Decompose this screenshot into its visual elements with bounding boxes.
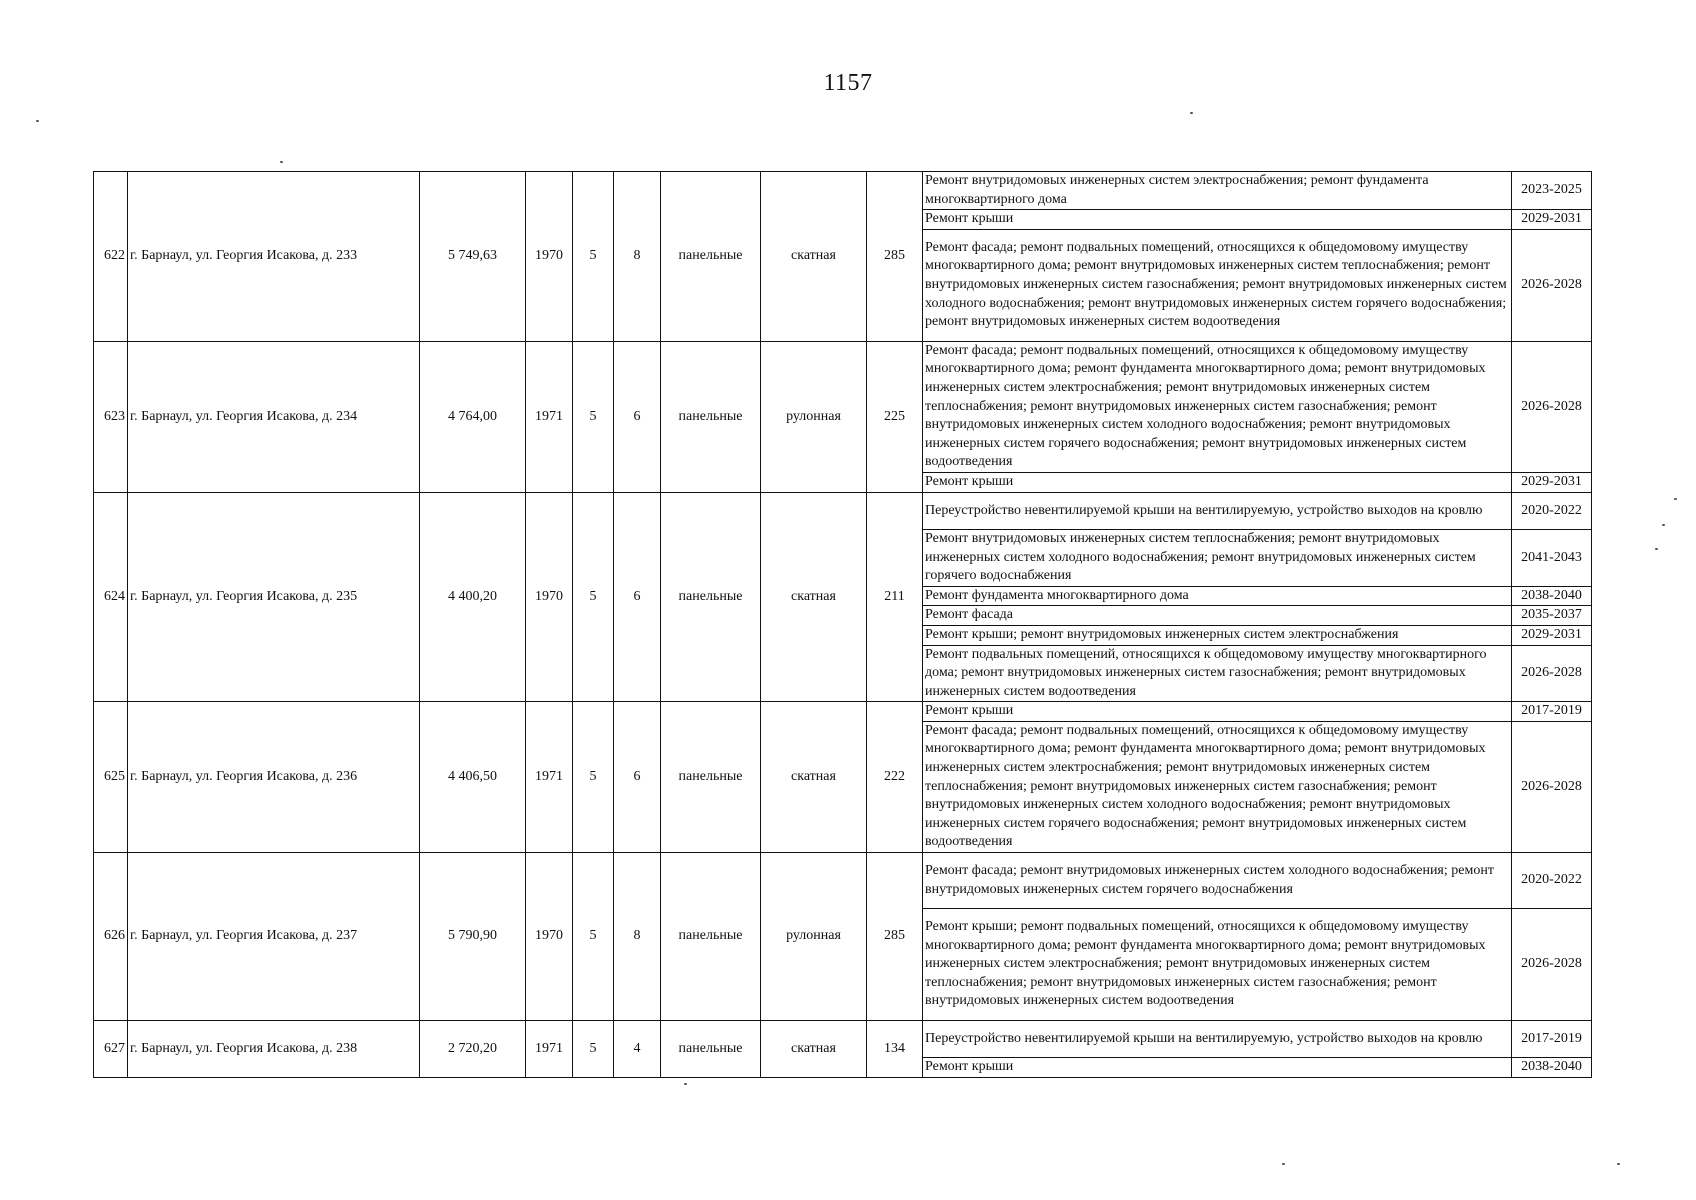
house-year: 1971 bbox=[526, 1021, 573, 1078]
page-number: 1157 bbox=[823, 70, 873, 96]
house-floors: 5 bbox=[573, 341, 614, 492]
house-roof-type: рулонная bbox=[761, 853, 867, 1021]
house-entrances: 6 bbox=[614, 492, 661, 701]
house-number: 627 bbox=[94, 1021, 128, 1078]
work-description: Ремонт крыши bbox=[923, 702, 1512, 722]
work-period: 2038-2040 bbox=[1512, 1058, 1592, 1078]
work-period: 2020-2022 bbox=[1512, 853, 1592, 909]
table-row bbox=[94, 853, 1592, 909]
scan-speck bbox=[1674, 498, 1677, 500]
house-wall-material: панельные bbox=[661, 341, 761, 492]
house-number: 624 bbox=[94, 492, 128, 701]
house-area: 4 406,50 bbox=[420, 702, 526, 853]
work-description: Ремонт внутридомовых инженерных систем электроснабжения; ремонт фундамента многоквартирного дома bbox=[923, 172, 1512, 210]
table-row bbox=[94, 702, 1592, 722]
house-address: г. Барнаул, ул. Георгия Исакова, д. 237 bbox=[128, 853, 420, 1021]
work-period: 2038-2040 bbox=[1512, 586, 1592, 606]
house-year: 1970 bbox=[526, 172, 573, 342]
house-wall-material: панельные bbox=[661, 1021, 761, 1078]
work-period: 2026-2028 bbox=[1512, 229, 1592, 341]
work-description: Ремонт фасада; ремонт подвальных помещений, относящихся к общедомовому имуществу многоквартирного дома; ремонт внутридомовых инженерных систем теплоснабжения; ремонт внутридомовых инженерных систем газоснабжения; ремонт внутридомовых инженерных систем холодного водоснабжения; ремонт внутридомовых инженерных систем горячего водоснабжения; ремонт внутридомовых инженерных систем водоотведения bbox=[923, 229, 1512, 341]
work-period: 2029-2031 bbox=[1512, 472, 1592, 492]
house-year: 1970 bbox=[526, 492, 573, 701]
work-period: 2029-2031 bbox=[1512, 210, 1592, 230]
house-flats: 134 bbox=[867, 1021, 923, 1078]
work-description: Ремонт подвальных помещений, относящихся к общедомовому имуществу многоквартирного дома; ремонт внутридомовых инженерных систем газоснабжения; ремонт внутридомовых инженерных систем водоотведения bbox=[923, 645, 1512, 702]
table-row bbox=[94, 341, 1592, 472]
table-body bbox=[94, 172, 1592, 1078]
work-description: Ремонт крыши bbox=[923, 1058, 1512, 1078]
house-floors: 5 bbox=[573, 1021, 614, 1078]
work-description: Ремонт фундамента многоквартирного дома bbox=[923, 586, 1512, 606]
work-description: Ремонт крыши; ремонт внутридомовых инженерных систем электроснабжения bbox=[923, 625, 1512, 645]
house-roof-type: скатная bbox=[761, 1021, 867, 1078]
house-address: г. Барнаул, ул. Георгия Исакова, д. 233 bbox=[128, 172, 420, 342]
house-entrances: 6 bbox=[614, 341, 661, 492]
work-period: 2041-2043 bbox=[1512, 529, 1592, 586]
house-year: 1971 bbox=[526, 341, 573, 492]
work-period: 2035-2037 bbox=[1512, 606, 1592, 626]
house-address: г. Барнаул, ул. Георгия Исакова, д. 238 bbox=[128, 1021, 420, 1078]
scan-speck bbox=[1617, 1163, 1620, 1165]
work-description: Ремонт крыши; ремонт подвальных помещений, относящихся к общедомовому имуществу многоквартирного дома; ремонт фундамента многоквартирного дома; ремонт внутридомовых инженерных систем электроснабжения; ремонт внутридомовых инженерных систем теплоснабжения; ремонт внутридомовых инженерных систем газоснабжения; ремонт внутридомовых инженерных систем водоотведения bbox=[923, 909, 1512, 1021]
house-entrances: 6 bbox=[614, 702, 661, 853]
work-period: 2029-2031 bbox=[1512, 625, 1592, 645]
work-period: 2017-2019 bbox=[1512, 702, 1592, 722]
house-wall-material: панельные bbox=[661, 172, 761, 342]
table-row bbox=[94, 172, 1592, 210]
house-area: 5 790,90 bbox=[420, 853, 526, 1021]
house-number: 623 bbox=[94, 341, 128, 492]
scan-speck bbox=[1662, 524, 1665, 526]
house-year: 1971 bbox=[526, 702, 573, 853]
work-description: Ремонт крыши bbox=[923, 210, 1512, 230]
house-floors: 5 bbox=[573, 702, 614, 853]
work-period: 2026-2028 bbox=[1512, 645, 1592, 702]
house-entrances: 8 bbox=[614, 853, 661, 1021]
house-number: 622 bbox=[94, 172, 128, 342]
house-wall-material: панельные bbox=[661, 702, 761, 853]
work-description: Ремонт фасада; ремонт подвальных помещений, относящихся к общедомовому имуществу многоквартирного дома; ремонт фундамента многоквартирного дома; ремонт внутридомовых инженерных систем электроснабжения; ремонт внутридомовых инженерных систем теплоснабжения; ремонт внутридомовых инженерных систем газоснабжения; ремонт внутридомовых инженерных систем холодного водоснабжения; ремонт внутридомовых инженерных систем горячего водоснабжения; ремонт внутридомовых инженерных систем водоотведения bbox=[923, 721, 1512, 852]
scan-speck bbox=[1655, 548, 1658, 550]
house-roof-type: рулонная bbox=[761, 341, 867, 492]
house-floors: 5 bbox=[573, 853, 614, 1021]
house-area: 2 720,20 bbox=[420, 1021, 526, 1078]
house-wall-material: панельные bbox=[661, 492, 761, 701]
house-roof-type: скатная bbox=[761, 172, 867, 342]
table-row bbox=[94, 492, 1592, 529]
house-wall-material: панельные bbox=[661, 853, 761, 1021]
house-area: 4 400,20 bbox=[420, 492, 526, 701]
house-flats: 211 bbox=[867, 492, 923, 701]
house-number: 626 bbox=[94, 853, 128, 1021]
work-period: 2020-2022 bbox=[1512, 492, 1592, 529]
work-period: 2026-2028 bbox=[1512, 341, 1592, 472]
table-row bbox=[94, 1021, 1592, 1058]
house-entrances: 4 bbox=[614, 1021, 661, 1078]
work-period: 2023-2025 bbox=[1512, 172, 1592, 210]
capital-repair-table bbox=[93, 171, 1592, 1078]
house-floors: 5 bbox=[573, 492, 614, 701]
house-entrances: 8 bbox=[614, 172, 661, 342]
work-period: 2026-2028 bbox=[1512, 721, 1592, 852]
work-description: Ремонт фасада; ремонт подвальных помещений, относящихся к общедомовому имуществу многоквартирного дома; ремонт фундамента многоквартирного дома; ремонт внутридомовых инженерных систем электроснабжения; ремонт внутридомовых инженерных систем теплоснабжения; ремонт внутридомовых инженерных систем газоснабжения; ремонт внутридомовых инженерных систем холодного водоснабжения; ремонт внутридомовых инженерных систем горячего водоснабжения; ремонт внутридомовых инженерных систем водоотведения bbox=[923, 341, 1512, 472]
scan-speck bbox=[684, 1083, 687, 1085]
house-flats: 225 bbox=[867, 341, 923, 492]
house-area: 5 749,63 bbox=[420, 172, 526, 342]
house-year: 1970 bbox=[526, 853, 573, 1021]
house-flats: 285 bbox=[867, 853, 923, 1021]
house-address: г. Барнаул, ул. Георгия Исакова, д. 235 bbox=[128, 492, 420, 701]
house-roof-type: скатная bbox=[761, 702, 867, 853]
work-description: Ремонт фасада bbox=[923, 606, 1512, 626]
house-flats: 222 bbox=[867, 702, 923, 853]
work-description: Ремонт внутридомовых инженерных систем теплоснабжения; ремонт внутридомовых инженерных систем холодного водоснабжения; ремонт внутридомовых инженерных систем горячего водоснабжения bbox=[923, 529, 1512, 586]
work-description: Переустройство невентилируемой крыши на вентилируемую, устройство выходов на кровлю bbox=[923, 492, 1512, 529]
house-address: г. Барнаул, ул. Георгия Исакова, д. 236 bbox=[128, 702, 420, 853]
house-address: г. Барнаул, ул. Георгия Исакова, д. 234 bbox=[128, 341, 420, 492]
house-roof-type: скатная bbox=[761, 492, 867, 701]
scan-speck bbox=[1190, 112, 1193, 114]
scan-speck bbox=[1282, 1163, 1285, 1165]
scan-speck bbox=[36, 120, 39, 122]
work-description: Переустройство невентилируемой крыши на вентилируемую, устройство выходов на кровлю bbox=[923, 1021, 1512, 1058]
work-period: 2026-2028 bbox=[1512, 909, 1592, 1021]
work-description: Ремонт фасада; ремонт внутридомовых инженерных систем холодного водоснабжения; ремонт внутридомовых инженерных систем горячего водоснабжения bbox=[923, 853, 1512, 909]
work-description: Ремонт крыши bbox=[923, 472, 1512, 492]
work-period: 2017-2019 bbox=[1512, 1021, 1592, 1058]
house-floors: 5 bbox=[573, 172, 614, 342]
scan-speck bbox=[280, 161, 283, 163]
house-area: 4 764,00 bbox=[420, 341, 526, 492]
house-flats: 285 bbox=[867, 172, 923, 342]
house-number: 625 bbox=[94, 702, 128, 853]
